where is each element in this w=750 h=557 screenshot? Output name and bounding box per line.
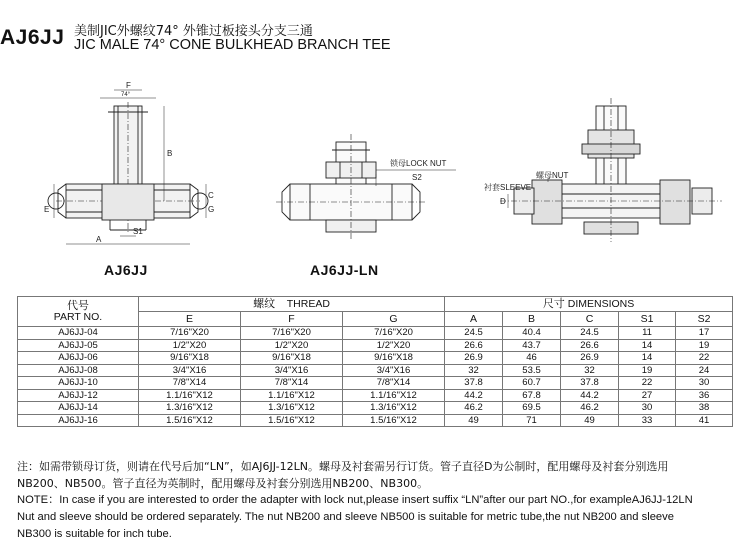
- part-number-cell: AJ6JJ-06: [18, 352, 139, 365]
- table-cell: 3/4"X16: [241, 364, 343, 377]
- table-cell: 1.1/16"X12: [241, 389, 343, 402]
- title-chinese: 美制JIC外螺纹74° 外锥过板接头分支三通: [74, 24, 313, 39]
- table-cell: 26.9: [561, 352, 619, 365]
- part-code: AJ6JJ: [0, 26, 65, 49]
- table-cell: 69.5: [503, 402, 561, 415]
- table-cell: 33: [619, 414, 676, 427]
- fig2-drawing: [276, 134, 456, 240]
- dim-d-label: D: [500, 197, 506, 206]
- table-cell: 7/16"X20: [241, 327, 343, 340]
- table-cell: 24.5: [561, 327, 619, 340]
- table-row: [18, 352, 733, 365]
- column-header: S2: [676, 312, 733, 327]
- table-cell: 41: [676, 414, 733, 427]
- table-cell: 1.3/16"X12: [343, 402, 445, 415]
- column-header: E: [139, 312, 241, 327]
- table-cell: 49: [445, 414, 503, 427]
- table-cell: 32: [445, 364, 503, 377]
- fig1-drawing: [48, 90, 208, 244]
- part-number-cell: AJ6JJ-08: [18, 364, 139, 377]
- note-en-line2: Nut and sleeve should be ordered separately. The nut NB200 and sleeve NB500 is suitable for metric tube,the nut NB200 and sleeve: [17, 511, 674, 523]
- table-cell: 37.8: [561, 377, 619, 390]
- fig1-label: AJ6JJ: [104, 262, 148, 278]
- table-cell: 3/4"X16: [343, 364, 445, 377]
- table-cell: 9/16"X18: [139, 352, 241, 365]
- table-cell: 46.2: [561, 402, 619, 415]
- part-number-cell: AJ6JJ-12: [18, 389, 139, 402]
- fig3-drawing: [500, 98, 722, 242]
- table-cell: 1/2"X20: [343, 339, 445, 352]
- table-cell: 37.8: [445, 377, 503, 390]
- table-cell: 27: [619, 389, 676, 402]
- table-cell: 19: [676, 339, 733, 352]
- table-cell: 17: [676, 327, 733, 340]
- table-cell: 1.5/16"X12: [241, 414, 343, 427]
- table-cell: 32: [561, 364, 619, 377]
- table-cell: 1/2"X20: [139, 339, 241, 352]
- dim-a-label: A: [96, 235, 102, 244]
- table-cell: 14: [619, 352, 676, 365]
- part-number-cell: AJ6JJ-04: [18, 327, 139, 340]
- table-row: [18, 327, 733, 340]
- table-cell: 30: [619, 402, 676, 415]
- fig2-label: AJ6JJ-LN: [310, 262, 379, 278]
- table-cell: 3/4"X16: [139, 364, 241, 377]
- table-cell: 7/16"X20: [139, 327, 241, 340]
- table-cell: 11: [619, 327, 676, 340]
- note-cn-line2: NB200、NB500。管子直径为英制时，配用螺母及衬套分别选用NB200、NB300。: [17, 477, 429, 490]
- table-cell: 1.3/16"X12: [241, 402, 343, 415]
- table-cell: 49: [561, 414, 619, 427]
- table-row: [18, 364, 733, 377]
- table-cell: 24: [676, 364, 733, 377]
- dim-74-label: 74°: [121, 92, 131, 98]
- table-cell: 53.5: [503, 364, 561, 377]
- part-number-cell: AJ6JJ-14: [18, 402, 139, 415]
- table-cell: 46: [503, 352, 561, 365]
- dim-c-label: C: [208, 191, 214, 200]
- part-number-cell: AJ6JJ-05: [18, 339, 139, 352]
- table-cell: 7/8"X14: [343, 377, 445, 390]
- lock-nut-label: 锁母LOCK NUT: [390, 159, 447, 168]
- table-cell: 44.2: [445, 389, 503, 402]
- table-cell: 22: [619, 377, 676, 390]
- table-cell: 46.2: [445, 402, 503, 415]
- table-cell: 7/8"X14: [139, 377, 241, 390]
- column-header: C: [561, 312, 619, 327]
- title-english: JIC MALE 74° CONE BULKHEAD BRANCH TEE: [74, 37, 391, 53]
- thread-header: 螺纹 THREAD: [139, 297, 445, 312]
- table-cell: 26.6: [561, 339, 619, 352]
- table-cell: 7/16"X20: [343, 327, 445, 340]
- column-header: A: [445, 312, 503, 327]
- part-number-cell: AJ6JJ-16: [18, 414, 139, 427]
- table-row: [18, 414, 733, 427]
- table-cell: 36: [676, 389, 733, 402]
- column-header: F: [241, 312, 343, 327]
- table-cell: 26.6: [445, 339, 503, 352]
- note-en-line3: NB300 is suitable for inch tube.: [17, 528, 172, 540]
- table-cell: 1.5/16"X12: [343, 414, 445, 427]
- nut-label: 螺母NUT: [536, 171, 569, 180]
- table-row: [18, 339, 733, 352]
- dimensions-header: 尺寸 DIMENSIONS: [445, 297, 733, 312]
- table-cell: 22: [676, 352, 733, 365]
- table-cell: 30: [676, 377, 733, 390]
- table-cell: 24.5: [445, 327, 503, 340]
- table-cell: 1.3/16"X12: [139, 402, 241, 415]
- note-cn-line1: 注：如需带锁母订货，则请在代号后加“LN”，如AJ6JJ-12LN。螺母及衬套需另行订货。管子直径D为公制时，配用螺母及衬套分别选用: [17, 460, 669, 473]
- technical-drawings: [0, 62, 750, 292]
- spec-table: [17, 296, 733, 427]
- table-cell: 7/8"X14: [241, 377, 343, 390]
- dim-s2-label: S2: [412, 173, 422, 182]
- table-cell: 40.4: [503, 327, 561, 340]
- table-row: [18, 377, 733, 390]
- table-cell: 9/16"X18: [241, 352, 343, 365]
- dim-g-label: G: [208, 205, 215, 214]
- part-no-header: 代号 PART NO.: [18, 297, 139, 327]
- table-cell: 38: [676, 402, 733, 415]
- dim-b-label: B: [167, 149, 173, 158]
- table-cell: 26.9: [445, 352, 503, 365]
- table-cell: 67.8: [503, 389, 561, 402]
- table-cell: 44.2: [561, 389, 619, 402]
- table-cell: 19: [619, 364, 676, 377]
- part-number-cell: AJ6JJ-10: [18, 377, 139, 390]
- column-header: B: [503, 312, 561, 327]
- dim-s1-label: S1: [133, 227, 143, 236]
- table-cell: 1.1/16"X12: [139, 389, 241, 402]
- table-cell: 71: [503, 414, 561, 427]
- table-cell: 1.1/16"X12: [343, 389, 445, 402]
- column-header: S1: [619, 312, 676, 327]
- column-header: G: [343, 312, 445, 327]
- table-cell: 9/16"X18: [343, 352, 445, 365]
- sleeve-label: 衬套SLEEVE: [484, 183, 532, 192]
- note-en-line1: NOTE：In case if you are interested to order the adapter with lock nut,please insert suffix “LN”after our part NO.,for exampleAJ6JJ-12LN: [17, 494, 693, 506]
- table-row: [18, 389, 733, 402]
- table-row: [18, 402, 733, 415]
- table-cell: 1/2"X20: [241, 339, 343, 352]
- table-cell: 14: [619, 339, 676, 352]
- table-cell: 60.7: [503, 377, 561, 390]
- dim-f-label: F: [126, 81, 131, 90]
- table-cell: 43.7: [503, 339, 561, 352]
- dim-e-label: E: [44, 205, 50, 214]
- table-cell: 1.5/16"X12: [139, 414, 241, 427]
